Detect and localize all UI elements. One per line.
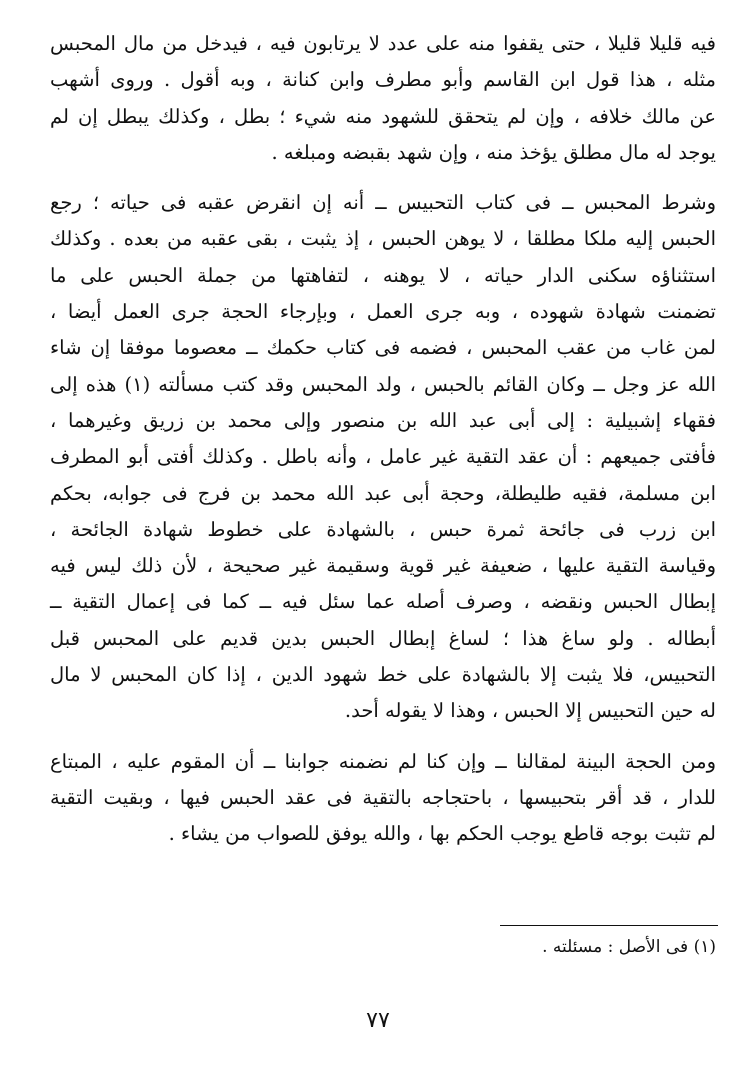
paragraph <box>50 185 716 729</box>
paragraph <box>50 744 716 853</box>
text-line: ومن الحجة البينة لمقالنا ــ وإن كنا لم نضمنه جوابنا ــ أن المقوم عليه ، المبتاع <box>50 749 716 773</box>
text-line: فيه قليلا قليلا ، حتى يقفوا منه على عدد لا يرتابون فيه ، فيدخل من مال المحبس <box>50 32 716 55</box>
text-line: ابن مسلمة، فقيه طليطلة، وحجة أبى عبد الله محمد بن فرج فى جوابه، بحكم <box>50 481 716 505</box>
text-line: أبطاله . ولو ساغ هذا ؛ لساغ إبطال الحبس بدين قديم على المحبس قبل <box>50 626 716 650</box>
text-line: مثله ، هذا قول ابن القاسم وأبو مطرف وابن كنانة ، وبه أقول . وروى أشهب <box>50 68 716 92</box>
text-line: استثناؤه سكنى الدار حياته ، لا يوهنه ، لتفاهتها من جملة الحبس على ما <box>50 263 716 287</box>
text-line: للدار ، قد أقر بتحبيسها ، باحتجاجه بالتقية فى عقد الحبس فيها ، وبقيت التقية <box>50 785 716 809</box>
paragraph <box>50 26 716 171</box>
text-line: لم تثبت بوجه قاطع يوجب الحكم بها ، والله يوفق للصواب من يشاء . <box>168 822 716 846</box>
text-line: له حين التحبيس إلا الحبس ، وهذا لا يقوله أحد. <box>344 699 716 723</box>
text-line: عن مالك خلافه ، وإن لم يتحقق للشهود منه شيء ؛ بطل ، وكذلك يبطل إن لم <box>50 104 716 128</box>
page-number: ٧٧ <box>366 1008 390 1033</box>
text-line: تضمنت شهادة شهوده ، وبه جرى العمل ، وبإرجاء الحجة جرى العمل أيضا ، <box>50 300 716 324</box>
text-line: ابن زرب فى جائحة ثمرة حبس ، بالشهادة على خطوط شهادة الجائحة ، <box>50 517 716 541</box>
text-line: فأفتى جميعهم : أن عقد التقية غير عامل ، وأنه باطل . وكذلك أفتى أبو المطرف <box>50 445 716 469</box>
footnote: (١) فى الأصل : مسئلته . <box>542 937 716 957</box>
text-line: إبطال الحبس ونقضه ، وصرف أصله عما سئل فيه ــ كما فى إعمال التقية ــ <box>50 590 716 614</box>
text-line: وقياسة التقية عليها ، ضعيفة غير قوية وسقيمة غير صحيحة ، لأن ذلك ليس فيه <box>50 554 716 578</box>
text-line: وشرط المحبس ــ فى كتاب التحبيس ــ أنه إن انقرض عقبه فى حياته ؛ رجع <box>50 191 716 215</box>
text-line: فقهاء إشبيلية : إلى أبى عبد الله بن منصور وإلى محمد بن زريق وغيرهما ، <box>50 408 716 432</box>
text-line: الله عز وجل ــ وكان القائم بالحبس ، ولد المحبس وقد كتب مسألته (١) هذه إلى <box>50 372 716 396</box>
text-line: التحبيس، فلا يثبت إلا بالشهادة على خط شهود الدين ، إذا كان المحبس لا مال <box>50 663 716 687</box>
text-line: الحبس إليه ملكا مطلقا ، لا يوهن الحبس ، إذ يثبت ، بقى عقبه من بعده . وكذلك <box>50 227 716 251</box>
text-line: يوجد له مال مطلق يؤخذ منه ، وإن شهد بقبضه ومبلغه . <box>271 140 716 164</box>
page-body <box>50 26 716 853</box>
text-line: لمن غاب من عقب المحبس ، فضمه فى كتاب حكمك ــ معصوما موفقا إن شاء <box>50 336 716 360</box>
footnote-divider <box>500 925 718 926</box>
